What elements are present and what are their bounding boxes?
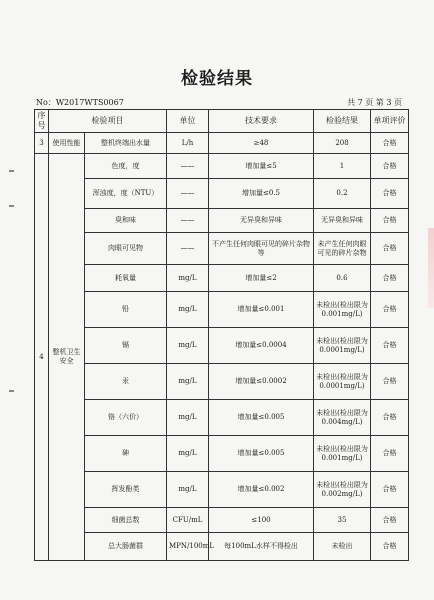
row-result: 未检出 bbox=[314, 533, 371, 561]
header-evaluation: 单项评价 bbox=[371, 110, 409, 133]
row-evaluation: 合格 bbox=[371, 328, 409, 364]
row-result: 未检出(检出限为0.004mg/L) bbox=[314, 400, 371, 436]
header-requirement: 技术要求 bbox=[209, 110, 314, 133]
table-row bbox=[35, 209, 409, 233]
row-requirement: 增加量≤0.0002 bbox=[209, 364, 314, 400]
row-evaluation: 合格 bbox=[371, 508, 409, 533]
row-evaluation: 合格 bbox=[371, 133, 409, 154]
row-unit: mg/L bbox=[167, 328, 209, 364]
table-row bbox=[35, 533, 409, 561]
row-evaluation: 合格 bbox=[371, 209, 409, 233]
row-unit: mg/L bbox=[167, 436, 209, 472]
table-row bbox=[35, 233, 409, 265]
table-row bbox=[35, 508, 409, 533]
row-requirement: 每100mL水样不得检出 bbox=[209, 533, 314, 561]
row-requirement: 增加量≤5 bbox=[209, 154, 314, 179]
row-result: 未检出(检出限为0.001mg/L) bbox=[314, 292, 371, 328]
row-item: 整机终端出水量 bbox=[85, 133, 167, 154]
group-no: 4 bbox=[35, 154, 49, 561]
table-row bbox=[35, 364, 409, 400]
row-evaluation: 合格 bbox=[371, 472, 409, 508]
table-row bbox=[35, 133, 409, 154]
header-no: 序号 bbox=[35, 110, 49, 133]
row-result: 未检出(检出限为0.002mg/L) bbox=[314, 472, 371, 508]
group-category: 整机卫生安全 bbox=[49, 154, 85, 561]
row-unit: mg/L bbox=[167, 265, 209, 292]
row-result: 0.2 bbox=[314, 179, 371, 209]
row-item: 肉眼可见物 bbox=[85, 233, 167, 265]
row-result: 无异臭和异味 bbox=[314, 209, 371, 233]
row-requirement: 无异臭和异味 bbox=[209, 209, 314, 233]
punch-mark bbox=[9, 390, 14, 392]
row-result: 208 bbox=[314, 133, 371, 154]
row-evaluation: 合格 bbox=[371, 533, 409, 561]
row-unit: —— bbox=[167, 179, 209, 209]
row-requirement: 增加量≤0.005 bbox=[209, 400, 314, 436]
row-result: 1 bbox=[314, 154, 371, 179]
row-item: 总大肠菌群 bbox=[85, 533, 167, 561]
report-title: 检验结果 bbox=[181, 69, 253, 89]
row-evaluation: 合格 bbox=[371, 292, 409, 328]
row-unit: mg/L bbox=[167, 292, 209, 328]
row-evaluation: 合格 bbox=[371, 265, 409, 292]
results-table bbox=[34, 109, 409, 561]
row-unit: mg/L bbox=[167, 472, 209, 508]
row-item: 铅 bbox=[85, 292, 167, 328]
row-requirement: 增加量≤0.005 bbox=[209, 436, 314, 472]
header-result: 检验结果 bbox=[314, 110, 371, 133]
table-row bbox=[35, 154, 409, 179]
table-row bbox=[35, 179, 409, 209]
row-unit: CFU/mL bbox=[167, 508, 209, 533]
row-result: 未检出(检出限为0.0001mg/L) bbox=[314, 328, 371, 364]
row-requirement: 增加量≤0.0004 bbox=[209, 328, 314, 364]
row-unit: —— bbox=[167, 233, 209, 265]
row-item: 细菌总数 bbox=[85, 508, 167, 533]
table-row bbox=[35, 292, 409, 328]
row-item: 耗氧量 bbox=[85, 265, 167, 292]
row-item: 镉 bbox=[85, 328, 167, 364]
row-requirement: 增加量≤2 bbox=[209, 265, 314, 292]
row-unit: mg/L bbox=[167, 400, 209, 436]
row-item: 砷 bbox=[85, 436, 167, 472]
row-unit: L/h bbox=[167, 133, 209, 154]
row-requirement: ≥48 bbox=[209, 133, 314, 154]
row-result: 0.6 bbox=[314, 265, 371, 292]
seal-edge-mark bbox=[428, 228, 434, 308]
table-row bbox=[35, 472, 409, 508]
row-category: 使用性能 bbox=[49, 133, 85, 154]
punch-mark bbox=[9, 170, 14, 172]
row-evaluation: 合格 bbox=[371, 179, 409, 209]
row-item: 汞 bbox=[85, 364, 167, 400]
row-result: 未产生任何肉眼可见的碎片杂物 bbox=[314, 233, 371, 265]
row-result: 未检出(检出限为0.0001mg/L) bbox=[314, 364, 371, 400]
punch-mark bbox=[9, 205, 14, 207]
table-row bbox=[35, 328, 409, 364]
row-requirement: ≤100 bbox=[209, 508, 314, 533]
row-item: 臭和味 bbox=[85, 209, 167, 233]
row-requirement: 增加量≤0.001 bbox=[209, 292, 314, 328]
row-requirement: 增加量≤0.002 bbox=[209, 472, 314, 508]
row-item: 挥发酚类 bbox=[85, 472, 167, 508]
row-evaluation: 合格 bbox=[371, 400, 409, 436]
page-indicator: 共 7 页 第 3 页 bbox=[347, 98, 402, 107]
table-header-row bbox=[35, 110, 409, 133]
row-item: 浑浊度，度（NTU） bbox=[85, 179, 167, 209]
row-result: 未检出(检出限为0.001mg/L) bbox=[314, 436, 371, 472]
row-evaluation: 合格 bbox=[371, 233, 409, 265]
table-row bbox=[35, 400, 409, 436]
table-row bbox=[35, 265, 409, 292]
row-requirement: 不产生任何肉眼可见的碎片杂物等 bbox=[209, 233, 314, 265]
row-unit: mg/L bbox=[167, 364, 209, 400]
row-unit: MPN/100mL bbox=[167, 533, 209, 561]
row-evaluation: 合格 bbox=[371, 436, 409, 472]
row-result: 35 bbox=[314, 508, 371, 533]
row-item: 色度，度 bbox=[85, 154, 167, 179]
row-unit: —— bbox=[167, 209, 209, 233]
row-unit: —— bbox=[167, 154, 209, 179]
table-row bbox=[35, 436, 409, 472]
header-item: 检验项目 bbox=[49, 110, 167, 133]
row-evaluation: 合格 bbox=[371, 154, 409, 179]
row-no: 3 bbox=[35, 133, 49, 154]
header-unit: 单位 bbox=[167, 110, 209, 133]
row-item: 铬（六价） bbox=[85, 400, 167, 436]
document-number: No：W2017WTS0067 bbox=[36, 98, 124, 107]
row-evaluation: 合格 bbox=[371, 364, 409, 400]
row-requirement: 增加量≤0.5 bbox=[209, 179, 314, 209]
